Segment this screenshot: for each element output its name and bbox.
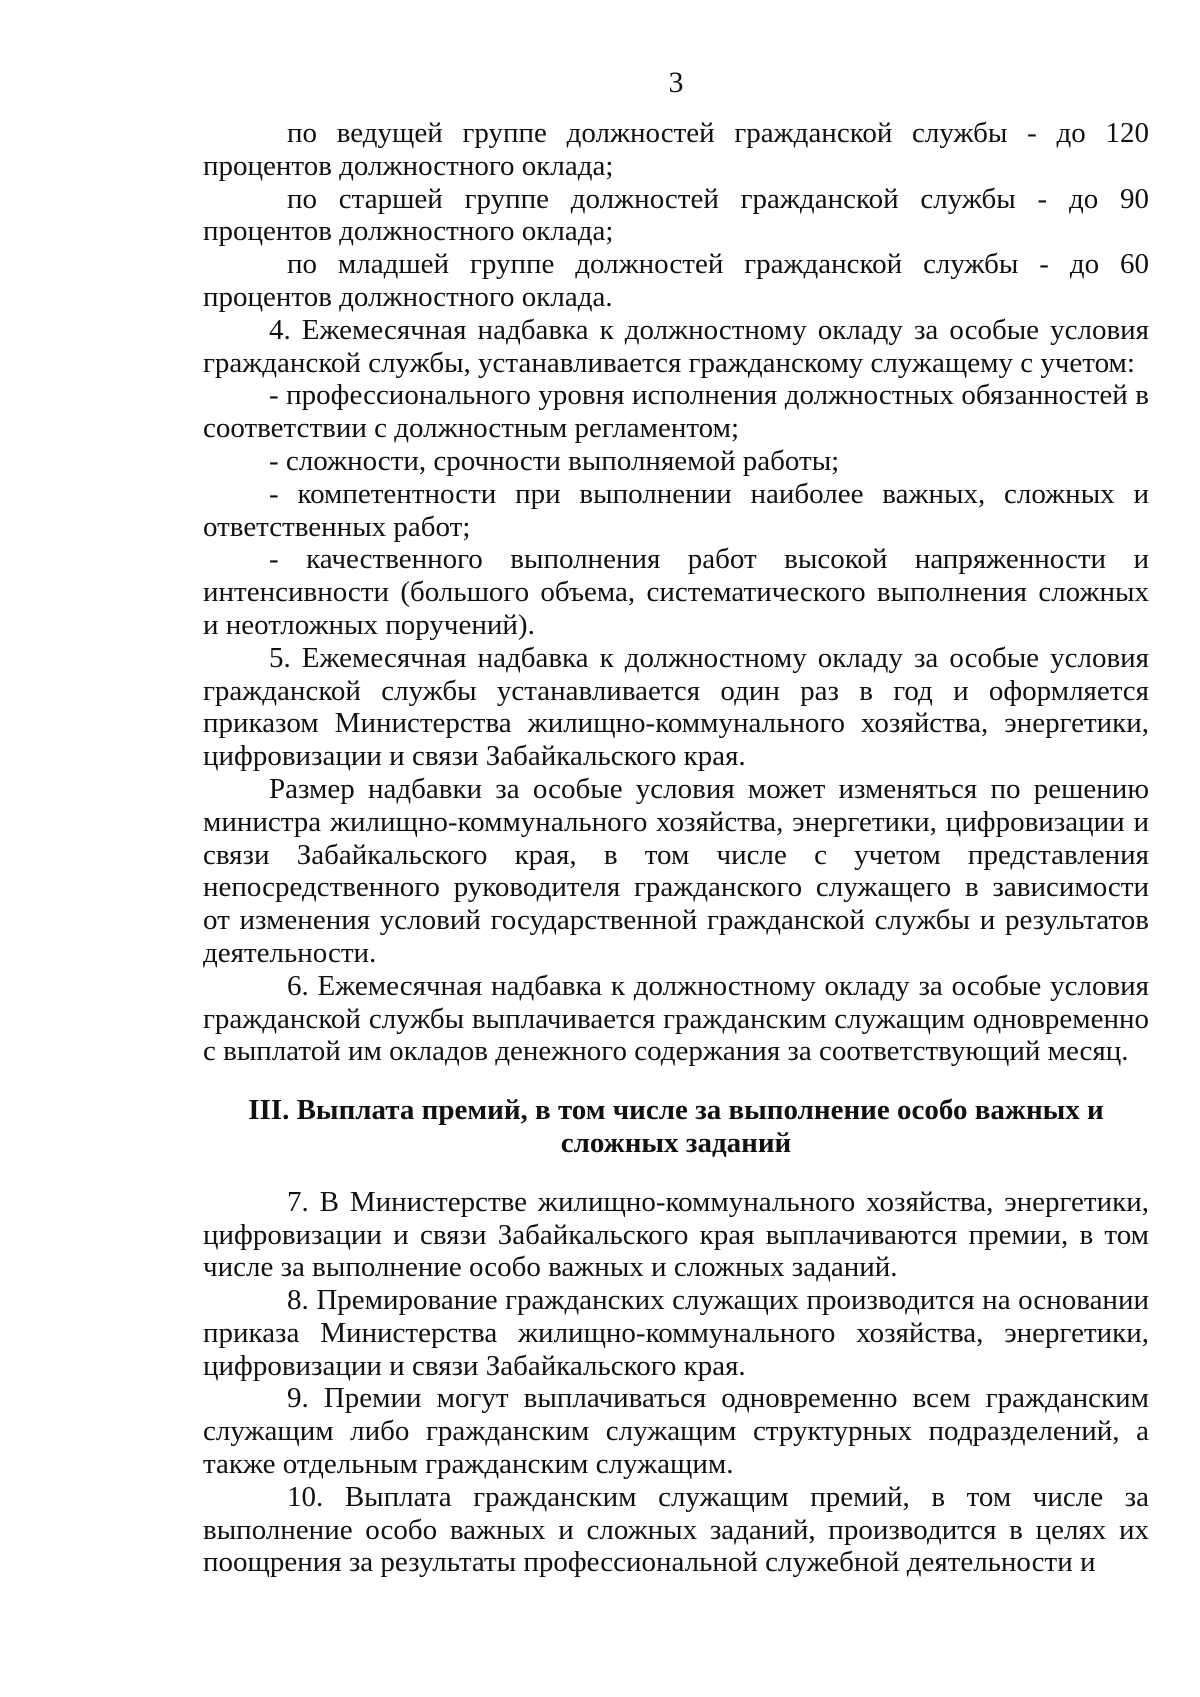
paragraph: Размер надбавки за особые условия может изменяться по решению министра жилищно-коммунального хозяйства, энергетики, цифровизации и связи Забайкальского края, в том числе с учетом представления непосредственного руководителя гражданского служащего в зависимости от изменения условий государственной гражданской службы и результатов деятельности. — [203, 772, 1149, 969]
paragraph: 9. Премии могут выплачиваться одновременно всем гражданским служащим либо гражданским служащим структурных подразделений, а также отдельным гражданским служащим. — [203, 1382, 1149, 1481]
paragraph-group-premiums — [203, 1186, 1149, 1580]
paragraph: - компетентности при выполнении наиболее важных, сложных и ответственных работ; — [203, 477, 1149, 543]
page-number: 3 — [668, 66, 684, 99]
paragraph: 6. Ежемесячная надбавка к должностному окладу за особые условия гражданской службы выплачивается гражданским служащим одновременно с выплатой им окладов денежного содержания за соответствующий месяц. — [203, 969, 1149, 1068]
paragraph: по младшей группе должностей гражданской службы - до 60 процентов должностного оклада. — [203, 248, 1149, 313]
section-heading: III. Выплата премий, в том числе за выполнение особо важных и сложных заданий — [248, 1094, 1104, 1159]
paragraph-group-salary-bonus — [203, 117, 1149, 1068]
paragraph: по ведущей группе должностей гражданской службы - до 120 процентов должностного оклада; — [203, 117, 1149, 182]
paragraph: - сложности, срочности выполняемой работы; — [269, 444, 840, 477]
paragraph: 4. Ежемесячная надбавка к должностному окладу за особые условия гражданской службы, устанавливается гражданскому служащему с учетом: — [203, 313, 1149, 379]
paragraph: 7. В Министерстве жилищно-коммунального хозяйства, энергетики, цифровизации и связи Забайкальского края выплачиваются премии, в том числе за выполнение особо важных и сложных заданий. — [203, 1185, 1149, 1284]
document-body — [203, 117, 1149, 1579]
paragraph: - профессионального уровня исполнения должностных обязанностей в соответствии с должностным регламентом; — [203, 379, 1149, 445]
paragraph: по старшей группе должностей гражданской службы - до 90 процентов должностного оклада; — [203, 182, 1149, 248]
paragraph: 8. Премирование гражданских служащих производится на основании приказа Министерства жилищно-коммунального хозяйства, энергетики, цифровизации и связи Забайкальского края. — [203, 1284, 1149, 1382]
paragraph: - качественного выполнения работ высокой напряженности и интенсивности (большого объема, систематического выполнения сложных и неотложных поручений). — [203, 543, 1149, 641]
paragraph: 10. Выплата гражданским служащим премий, в том числе за выполнение особо важных и сложных заданий, производится в целях их поощрения за результаты профессиональной служебной деятельности и — [203, 1480, 1149, 1579]
paragraph: 5. Ежемесячная надбавка к должностному окладу за особые условия гражданской службы устанавливается один раз в год и оформляется приказом Министерства жилищно-коммунального хозяйства, энергетики, цифровизации и связи Забайкальского края. — [203, 641, 1149, 773]
